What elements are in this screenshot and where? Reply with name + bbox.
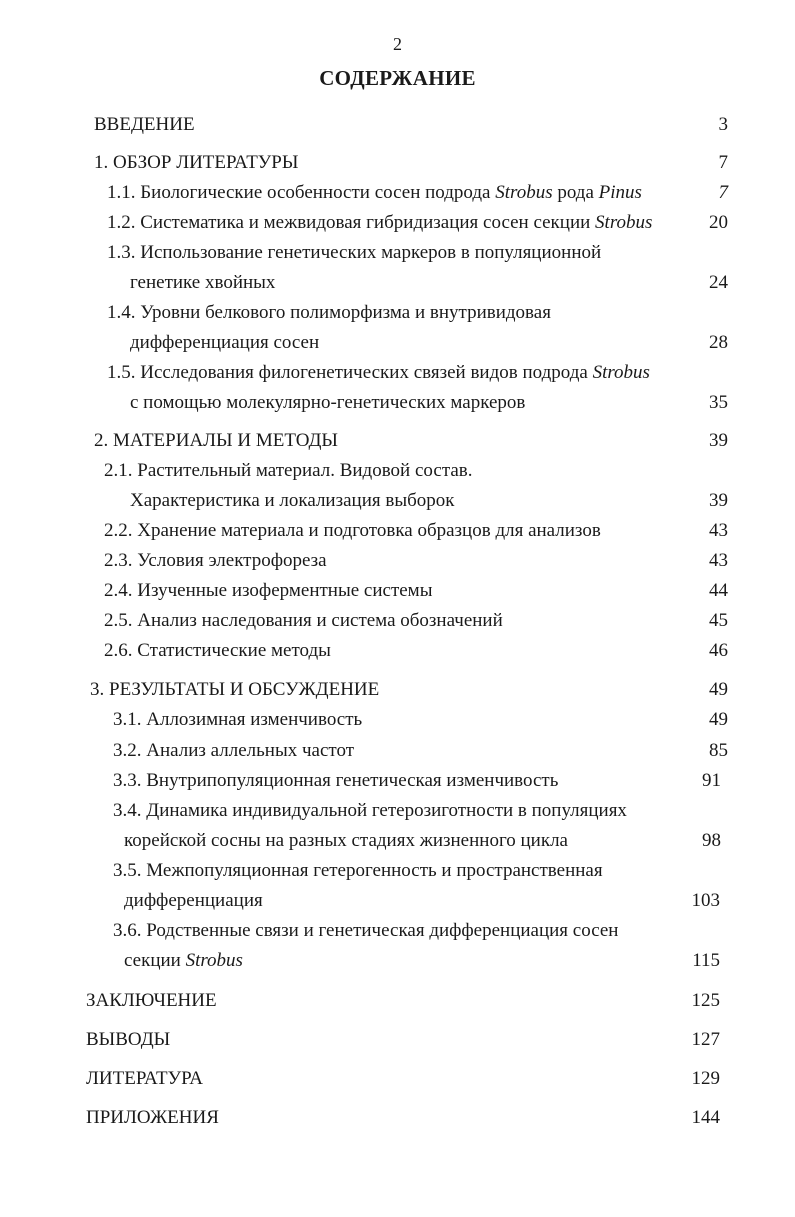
- toc-entry-label-line2: дифференциация: [124, 890, 263, 911]
- toc-entry-page: 28: [709, 332, 728, 353]
- toc-entry-label: ЛИТЕРАТУРА: [86, 1068, 203, 1089]
- toc-entry-page: 129: [691, 1068, 720, 1089]
- toc-entry-label-line2: генетике хвойных: [130, 272, 276, 293]
- toc-entry-page: 24: [709, 272, 728, 293]
- toc-title: СОДЕРЖАНИЕ: [319, 66, 476, 90]
- toc-entry-page: 35: [709, 392, 728, 413]
- toc-entry-page: 43: [709, 520, 728, 541]
- toc-entry-label-line1: 3.6. Родственные связи и генетическая дифференциация сосен: [113, 920, 619, 941]
- toc-entry-page: 46: [709, 640, 728, 661]
- toc-entry-label: 3.2. Анализ аллельных частот: [113, 740, 354, 761]
- toc-entry-label: 3. РЕЗУЛЬТАТЫ И ОБСУЖДЕНИЕ: [90, 679, 380, 700]
- toc-entry-page: 91: [702, 770, 721, 791]
- toc-entry-page: 39: [709, 490, 728, 511]
- toc-entry-page: 115: [692, 950, 720, 971]
- toc-entry-label-line2: секции Strobus: [124, 950, 243, 971]
- toc-entry-label: ЗАКЛЮЧЕНИЕ: [86, 990, 217, 1011]
- toc-entry-label: 3.1. Аллозимная изменчивость: [113, 709, 363, 730]
- toc-entry-label: 1.2. Систематика и межвидовая гибридизация сосен секции Strobus: [107, 212, 653, 233]
- toc-entry-label-line1: 1.5. Исследования филогенетических связей видов подрода Strobus: [107, 362, 650, 383]
- toc-entry-page: 7: [718, 152, 728, 173]
- toc-entry-label: 2.2. Хранение материала и подготовка образцов для анализов: [104, 520, 601, 541]
- toc-entry-label-line1: 1.4. Уровни белкового полиморфизма и внутривидовая: [107, 302, 551, 323]
- toc-entry-label-line1: 1.3. Использование генетических маркеров в популяционной: [107, 242, 602, 263]
- toc-entry-label: 2.6. Статистические методы: [104, 640, 331, 661]
- toc-entry-label-line1: 3.4. Динамика индивидуальной гетерозиготности в популяциях: [113, 800, 627, 821]
- toc-entry-label-line2: с помощью молекулярно-генетических маркеров: [130, 392, 526, 413]
- toc-entry-page: 125: [691, 990, 720, 1011]
- toc-entry-label-line2: дифференциация сосен: [130, 332, 320, 353]
- toc-entry-page: 44: [709, 580, 728, 601]
- toc-entry-label-line1: 3.5. Межпопуляционная гетерогенность и пространственная: [113, 860, 603, 881]
- toc-entry-label-line1: 2.1. Растительный материал. Видовой состав.: [104, 460, 473, 481]
- toc-entry-label: ВЫВОДЫ: [86, 1029, 171, 1050]
- toc-entry-label: 2.5. Анализ наследования и система обозначений: [104, 610, 503, 631]
- toc-entry-page: 85: [709, 740, 728, 761]
- toc-entry-page: 7: [718, 182, 728, 203]
- toc-entry-page: 127: [691, 1029, 720, 1050]
- toc-entry-page: 20: [709, 212, 728, 233]
- toc-entry-label: 2.4. Изученные изоферментные системы: [104, 580, 433, 601]
- toc-entry-label: 2. МАТЕРИАЛЫ И МЕТОДЫ: [94, 430, 339, 451]
- toc-entry-label-line2: корейской сосны на разных стадиях жизненного цикла: [124, 830, 568, 851]
- toc-entry-page: 144: [691, 1107, 720, 1128]
- toc-entry-page: 43: [709, 550, 728, 571]
- toc-entry-page: 3: [718, 114, 728, 135]
- toc-entry-label: ПРИЛОЖЕНИЯ: [86, 1107, 219, 1128]
- toc-entry-page: 98: [702, 830, 721, 851]
- toc-entry-page: 103: [691, 890, 720, 911]
- toc-entry-label: ВВЕДЕНИЕ: [94, 114, 195, 135]
- toc-entry-label: 1. ОБЗОР ЛИТЕРАТУРЫ: [94, 152, 299, 173]
- toc-entry-page: 45: [709, 610, 728, 631]
- toc-entry-label: 1.1. Биологические особенности сосен подрода Strobus рода Pinus: [107, 182, 642, 203]
- toc-entry-label: 2.3. Условия электрофореза: [104, 550, 327, 571]
- toc-entry-page: 49: [709, 709, 728, 730]
- toc-entry-page: 49: [709, 679, 728, 700]
- toc-entry-label-line2: Характеристика и локализация выборок: [130, 490, 455, 511]
- page-number: 2: [393, 34, 402, 54]
- toc-entry-page: 39: [709, 430, 728, 451]
- toc-entry-label: 3.3. Внутрипопуляционная генетическая изменчивость: [113, 770, 559, 791]
